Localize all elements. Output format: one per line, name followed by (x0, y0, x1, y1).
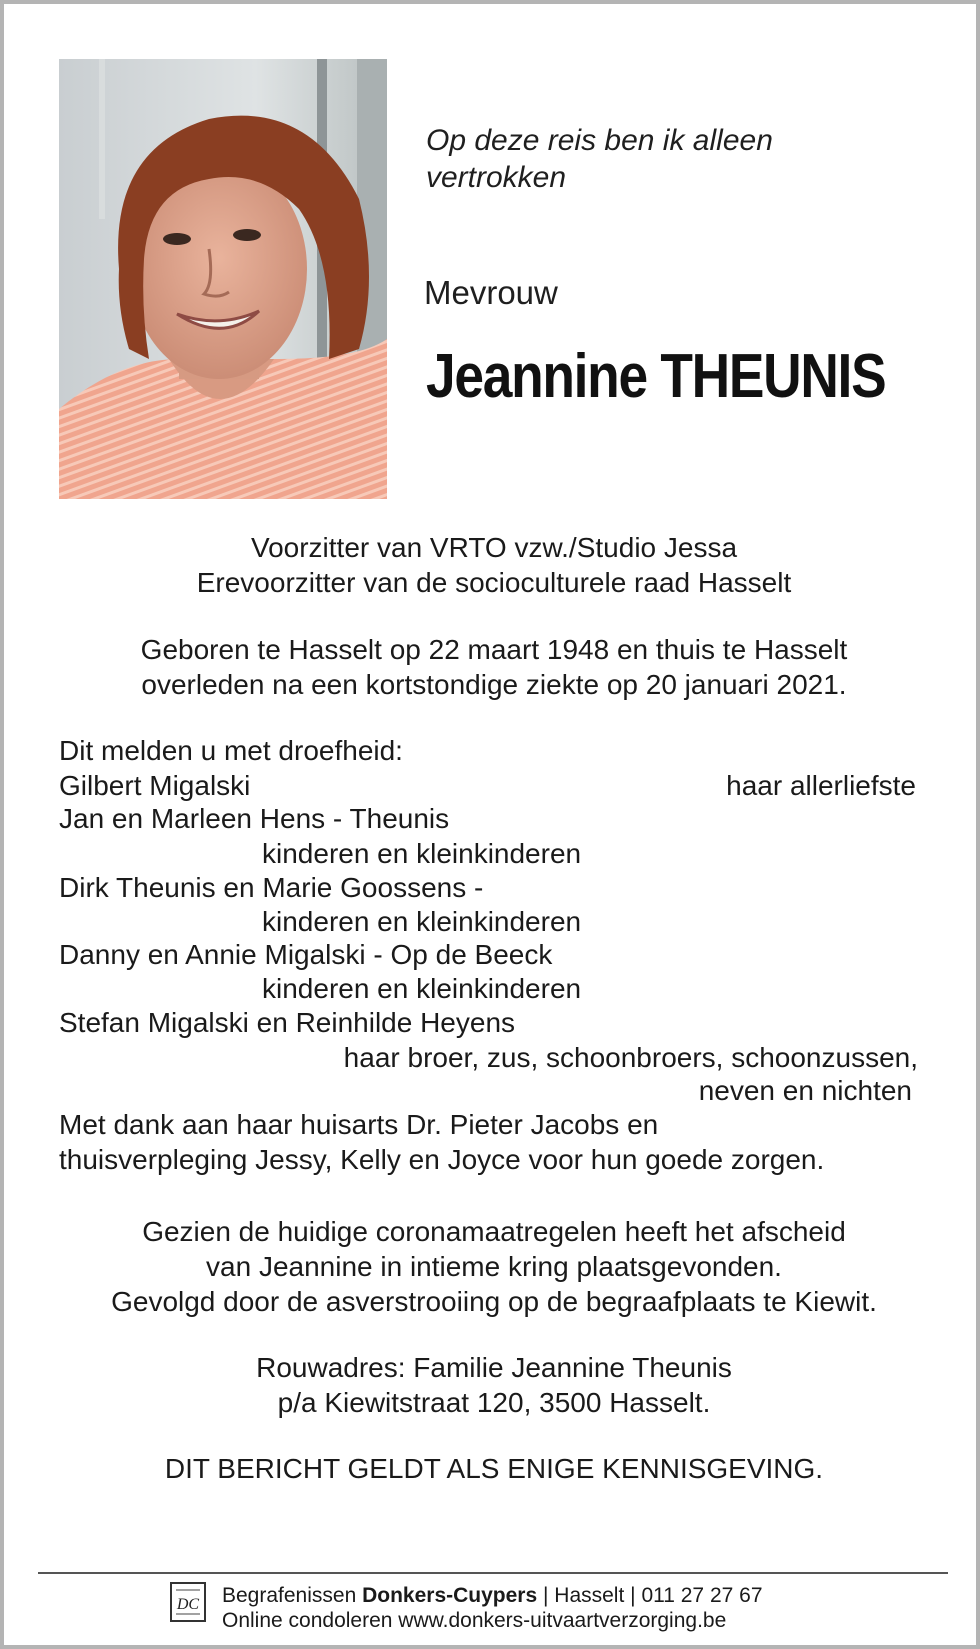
child-1-role: kinderen en kleinkinderen (262, 838, 582, 869)
motto-line-2: vertrokken (426, 161, 567, 194)
sibling-role-1: haar broer, zus, schoonbroers, schoonzussen, (343, 1042, 918, 1073)
child-1-name: Jan en Marleen Hens - Theunis (59, 803, 450, 834)
partner-name: Gilbert Migalski (59, 770, 251, 801)
sibling-role-2: neven en nichten (698, 1075, 912, 1106)
birth-line: Geboren te Hasselt op 22 maart 1948 en thuis te Hasselt (140, 634, 848, 665)
role-line-1: Voorzitter van VRTO vzw./Studio Jessa (250, 532, 738, 563)
footer-online-condolences[interactable]: Online condoleren www.donkers-uitvaartverzorging.be (222, 1609, 727, 1632)
footer-company: Donkers-Cuypers (362, 1584, 538, 1607)
funeral-home-logo (170, 1582, 206, 1622)
footer-divider (38, 1572, 948, 1574)
ceremony-line-2: van Jeannine in intieme kring plaatsgevonden. (206, 1251, 782, 1282)
sibling-name: Stefan Migalski en Reinhilde Heyens (59, 1007, 516, 1038)
address-line-2: p/a Kiewitstraat 120, 3500 Hasselt. (277, 1387, 711, 1418)
footer-contact (222, 1584, 763, 1608)
child-3-name: Danny en Annie Migalski - Op de Beeck (59, 939, 553, 970)
thanks-line-1: Met dank aan haar huisarts Dr. Pieter Jacobs en (59, 1109, 659, 1140)
logo-letters: DC (176, 1596, 200, 1613)
footer-sep-2: | (624, 1584, 642, 1607)
child-2-role: kinderen en kleinkinderen (262, 906, 582, 937)
death-line: overleden na een kortstondige ziekte op 20 januari 2021. (141, 669, 847, 700)
portrait-photo (59, 59, 387, 499)
footer-phone[interactable]: 011 27 27 67 (641, 1584, 763, 1607)
birth-death-block (44, 632, 944, 702)
footer-prefix: Begrafenissen (222, 1584, 363, 1607)
motto-quote (426, 122, 946, 196)
child-2-name: Dirk Theunis en Marie Goossens - (59, 872, 484, 903)
address-line-1: Rouwadres: Familie Jeannine Theunis (256, 1352, 732, 1383)
footer-city: Hasselt (554, 1584, 625, 1607)
deceased-name: Jeannine THEUNIS (426, 342, 886, 411)
address-block (44, 1350, 944, 1420)
honorific: Mevrouw (424, 274, 558, 311)
notice-line: DIT BERICHT GELDT ALS ENIGE KENNISGEVING. (164, 1453, 824, 1484)
footer-sep-1: | (537, 1584, 555, 1607)
roles-block (44, 530, 944, 600)
ceremony-line-3: Gevolgd door de asverstrooiing op de begraafplaats te Kiewit. (111, 1286, 877, 1317)
child-3-role: kinderen en kleinkinderen (262, 973, 582, 1004)
thanks-line-2: thuisverpleging Jessy, Kelly en Joyce voor hun goede zorgen. (59, 1144, 825, 1175)
partner-role: haar allerliefste (726, 770, 916, 801)
ceremony-block (44, 1214, 944, 1319)
ceremony-line-1: Gezien de huidige coronamaatregelen heeft het afscheid (142, 1216, 846, 1247)
motto-line-1: Op deze reis ben ik alleen (426, 124, 773, 157)
role-line-2: Erevoorzitter van de socioculturele raad Hasselt (196, 567, 792, 598)
family-intro: Dit melden u met droefheid: (59, 735, 403, 766)
